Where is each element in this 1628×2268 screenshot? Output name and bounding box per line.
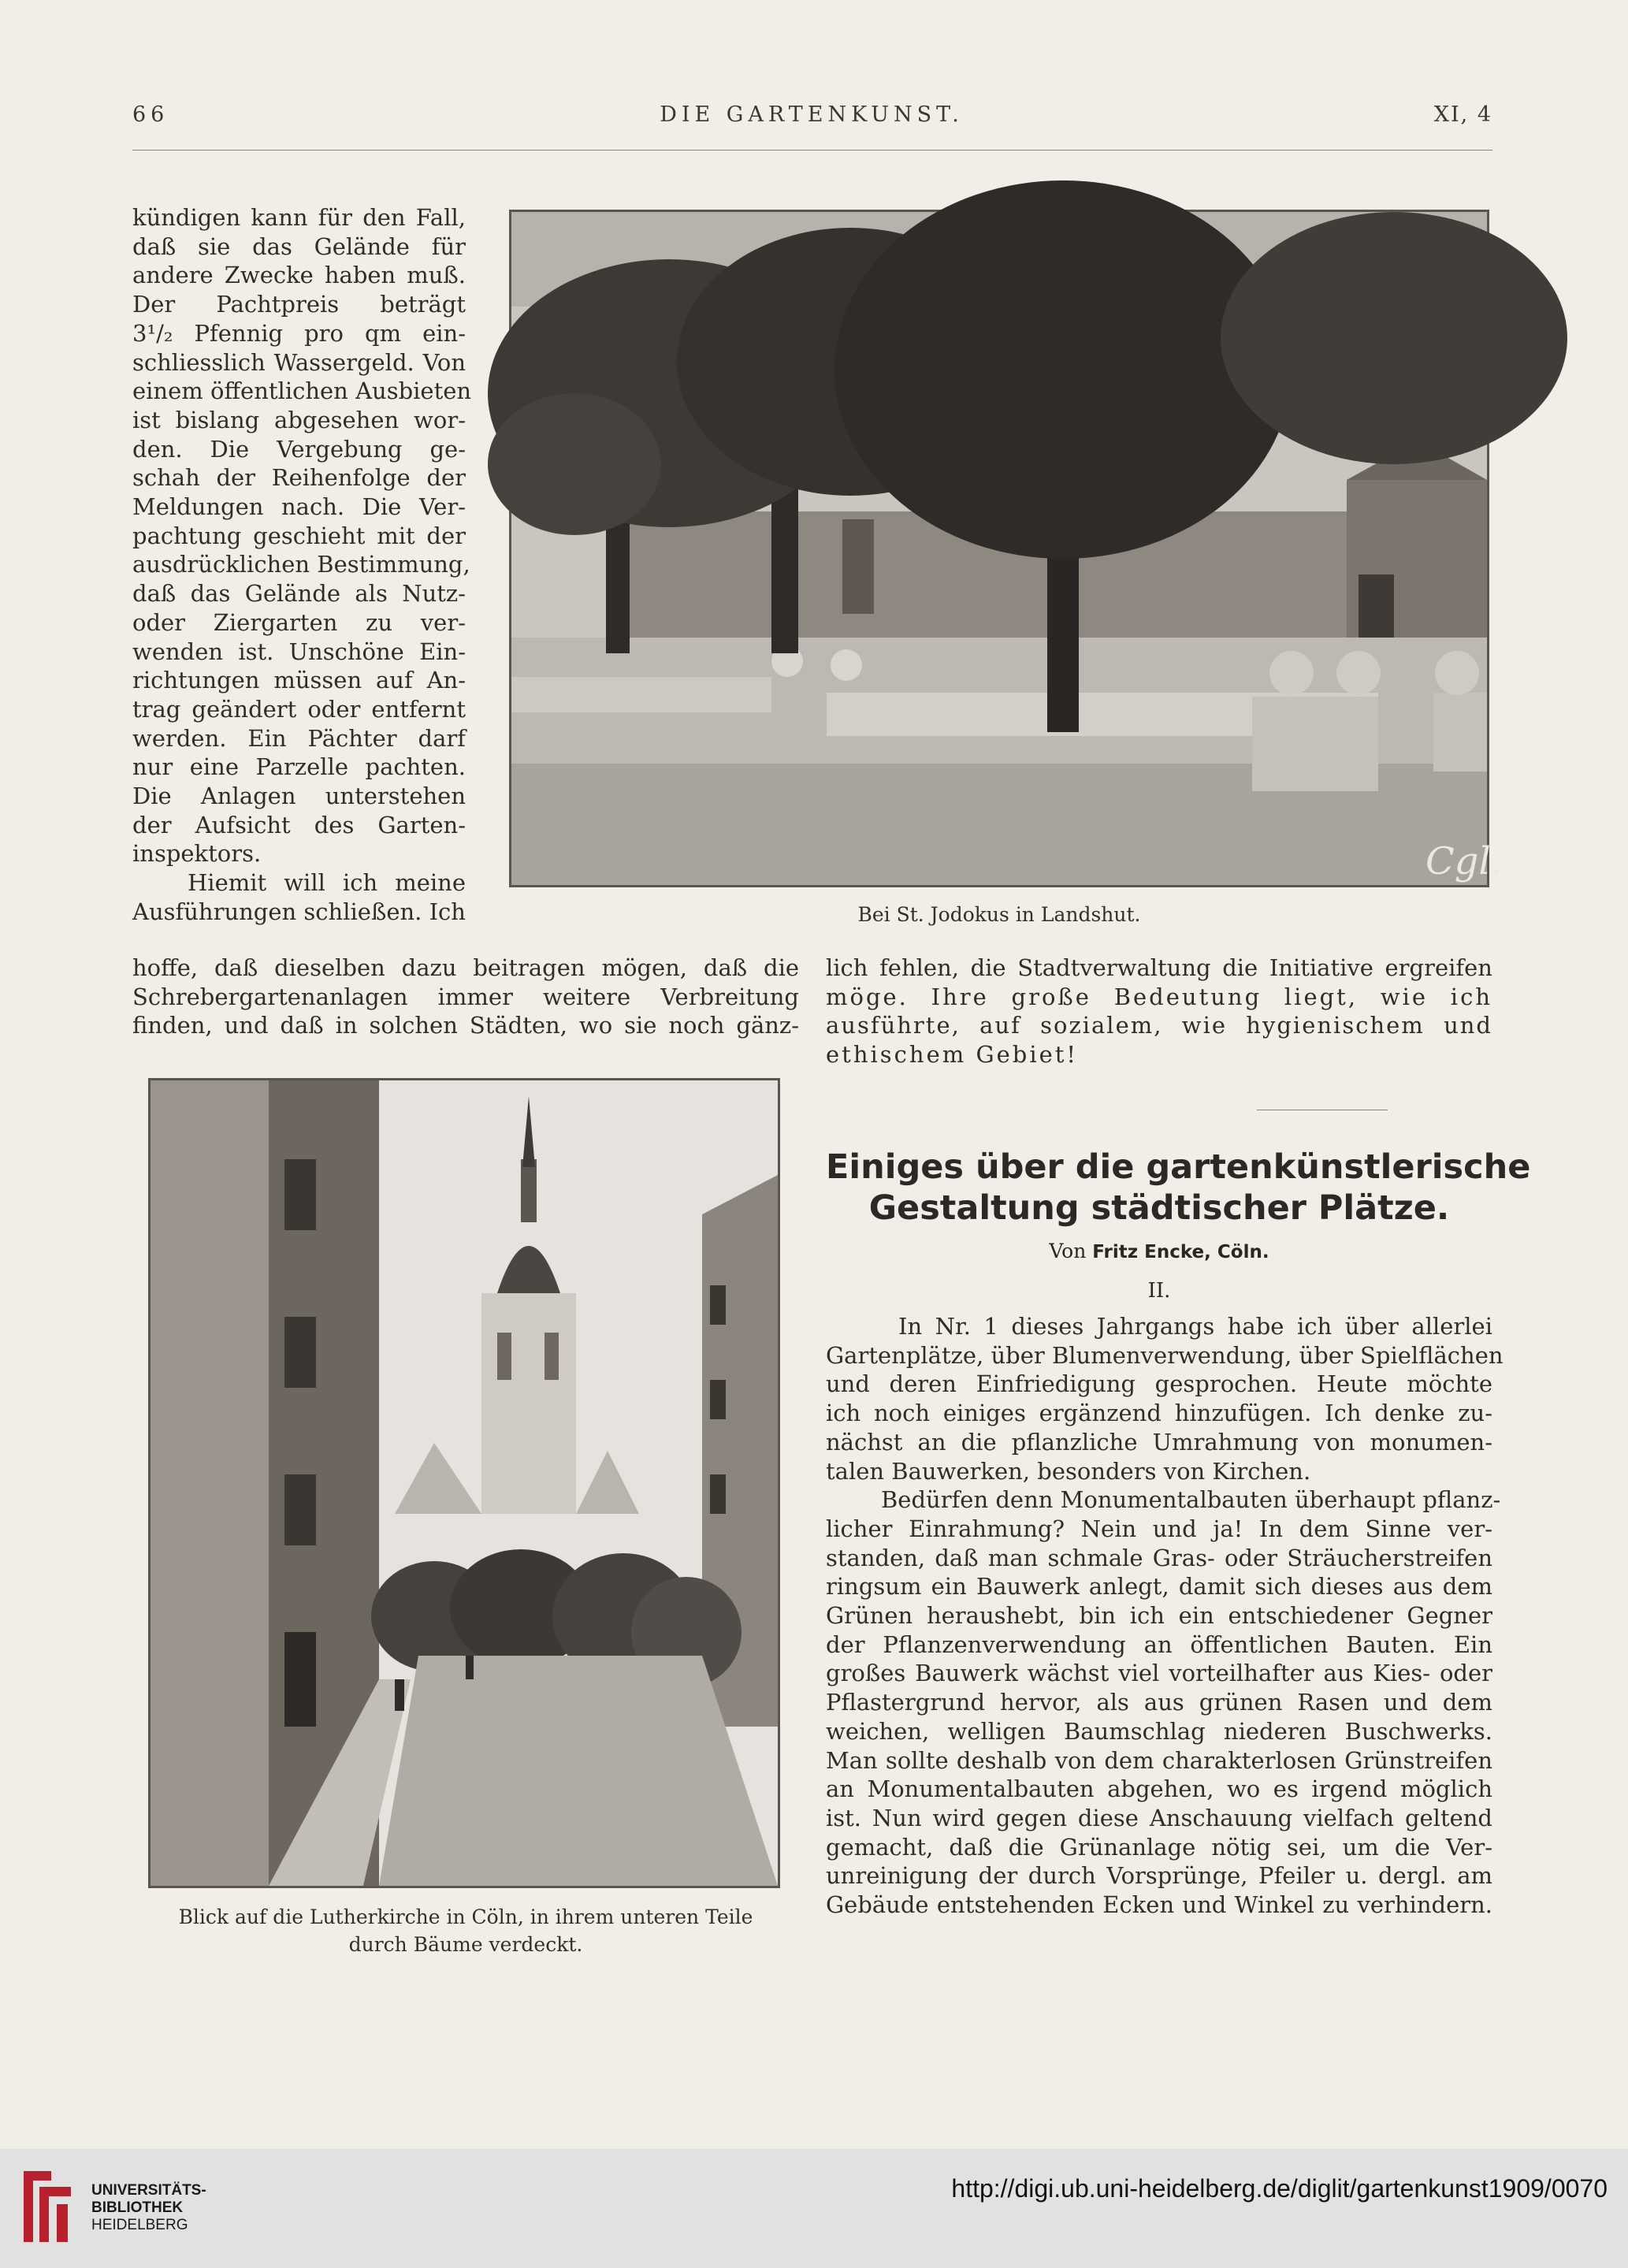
text-line: ausdrücklichen Bestimmung, <box>132 551 470 578</box>
text-line: Ausführungen schließen. Ich <box>132 898 466 925</box>
text-line: Pflastergrund hervor, als aus grünen Rasen und dem <box>826 1689 1492 1716</box>
page-number: 66 <box>132 102 169 127</box>
left-column-text <box>132 954 799 1040</box>
text-line: schah der Reihenfolge der <box>132 464 466 492</box>
text-line: Grünen heraushebt, bin ich ein entschiedener Gegner <box>826 1602 1492 1630</box>
text-line: den. Die Vergebung ge- <box>132 435 466 463</box>
photo-st-jodokus <box>509 210 1503 887</box>
library-name <box>91 2182 206 2234</box>
text-line: an Monumentalbauten abgehen, wo es irgend möglich <box>826 1775 1492 1803</box>
section-number: II. <box>1147 1279 1171 1303</box>
text-line: licher Einrahmung? Nein und ja! In dem Sinne ver- <box>826 1515 1492 1542</box>
byline <box>826 1240 1492 1262</box>
article-body <box>826 1312 1503 1920</box>
text-line: gemacht, daß die Grünanlage nötig sei, um die Ver- <box>826 1833 1492 1861</box>
photo-lutherkirche <box>148 1078 780 1888</box>
volume-number: XI, 4 <box>1433 102 1492 127</box>
text-line: ich noch einiges ergänzend hinzufügen. Ich denke zu- <box>826 1400 1492 1427</box>
text-line: Hiemit will ich meine <box>188 869 466 897</box>
caption-line: Blick auf die Lutherkirche in Cöln, in ihrem unteren Teile <box>178 1905 753 1928</box>
text-line: oder Ziergarten zu ver- <box>132 608 466 636</box>
text-line: Man sollte deshalb von dem charakterlosen Grünstreifen <box>826 1746 1492 1774</box>
left-column-narrow-text <box>132 203 472 927</box>
text-line: ist bislang abgesehen wor- <box>132 406 466 433</box>
text-line: richtungen müssen auf An- <box>132 667 466 694</box>
text-line: Gartenplätze, über Blumenverwendung, über Spielflächen <box>826 1341 1503 1369</box>
text-line: Gebäude entstehenden Ecken und Winkel zu verhindern. <box>826 1891 1492 1919</box>
text-line: standen, daß man schmale Gras- oder Sträucherstreifen <box>826 1544 1492 1571</box>
footer-bar <box>0 2149 1628 2268</box>
text-line: schliesslich Wassergeld. Von <box>132 348 466 376</box>
library-logo-icon <box>16 2163 79 2250</box>
article-title <box>826 1147 1531 1229</box>
library-name-line: BIBLIOTHEK <box>91 2199 184 2216</box>
text-line: Bedürfen denn Monumentalbauten überhaupt pflanz- <box>881 1486 1501 1514</box>
text-line: Schrebergartenanlagen immer weitere Verbreitung <box>132 983 799 1010</box>
caption-line: durch Bäume verdeckt. <box>348 1933 583 1956</box>
text-line: der Pflanzenverwendung an öffentlichen Bauten. Ein <box>826 1630 1492 1658</box>
text-line: daß sie das Gelände für <box>132 232 466 260</box>
library-name-line: HEIDELBERG <box>91 2217 188 2233</box>
text-line: großes Bauwerk wächst viel vorteilhafter aus Kies- oder <box>826 1660 1492 1687</box>
text-line: nächst an die pflanzliche Umrahmung von monumen- <box>826 1428 1492 1456</box>
text-line: ethischem Gebiet! <box>826 1041 1079 1069</box>
text-line: ausführte, auf sozialem, wie hygienischem und <box>826 1012 1492 1039</box>
text-line: Der Pachtpreis beträgt <box>132 291 466 318</box>
text-line: pachtung geschieht mit der <box>132 522 466 549</box>
text-line: talen Bauwerken, besonders von Kirchen. <box>826 1457 1311 1485</box>
text-line: werden. Ein Pächter darf <box>132 724 466 752</box>
text-line: lich fehlen, die Stadtverwaltung die Initiative ergreifen <box>826 954 1492 981</box>
text-line: daß das Gelände als Nutz- <box>132 580 466 608</box>
text-line: und deren Einfriedigung gesprochen. Heute möchte <box>826 1370 1492 1398</box>
header-rule <box>132 150 1492 151</box>
text-line: einem öffentlichen Ausbieten <box>132 377 472 405</box>
title-line: Gestaltung städtischer Plätze. <box>868 1188 1450 1228</box>
text-line: Meldungen nach. Die Ver- <box>132 493 466 521</box>
right-column-top-text <box>826 954 1492 1069</box>
text-line: wenden ist. Unschöne Ein- <box>132 638 466 665</box>
text-line: finden, und daß in solchen Städten, wo sie noch gänz- <box>132 1012 799 1039</box>
photo-caption-bottom <box>132 1903 799 1958</box>
text-line: nur eine Parzelle pachten. <box>132 753 466 781</box>
source-url-link[interactable]: http://digi.ub.uni-heidelberg.de/diglit/gartenkunst1909/0070 <box>951 2174 1608 2203</box>
street-church-illustration <box>151 1080 778 1886</box>
title-line: Einiges über die gartenkünstlerische <box>826 1147 1531 1187</box>
photographer-signature: Cgl. <box>1425 839 1503 883</box>
library-name-line: UNIVERSITÄTS- <box>91 2182 206 2199</box>
text-line: inspektors. <box>132 840 262 868</box>
text-line: unreinigung der durch Vorsprünge, Pfeiler u. dergl. am <box>826 1862 1492 1890</box>
text-line: möge. Ihre große Bedeutung liegt, wie ich <box>826 983 1492 1010</box>
church-courtyard-illustration <box>511 212 1503 885</box>
text-line: In Nr. 1 dieses Jahrgangs habe ich über allerlei <box>898 1313 1492 1340</box>
text-line: ringsum ein Bauwerk anlegt, damit sich dieses aus dem <box>826 1573 1492 1601</box>
text-line: andere Zwecke haben muß. <box>132 262 466 289</box>
text-line: ist. Nun wird gegen diese Anschauung vielfach geltend <box>826 1804 1492 1831</box>
text-line: trag geändert oder entfernt <box>132 695 466 723</box>
text-line: Die Anlagen unterstehen <box>132 783 466 810</box>
text-line: weichen, welligen Baumschlag niederen Buschwerks. <box>826 1717 1492 1745</box>
journal-title: DIE GARTENKUNST. <box>660 102 964 127</box>
text-line: hoffe, daß dieselben dazu beitragen mögen, daß die <box>132 954 799 981</box>
text-line: 3¹/₂ Pfennig pro qm ein- <box>132 319 466 347</box>
photo-caption-top: Bei St. Jodokus in Landshut. <box>857 903 1141 926</box>
byline-author: Fritz Encke, Cöln. <box>1092 1242 1269 1262</box>
byline-prefix: Von <box>1049 1240 1087 1262</box>
text-line: der Aufsicht des Garten- <box>132 811 466 838</box>
text-line: kündigen kann für den Fall, <box>132 204 466 231</box>
